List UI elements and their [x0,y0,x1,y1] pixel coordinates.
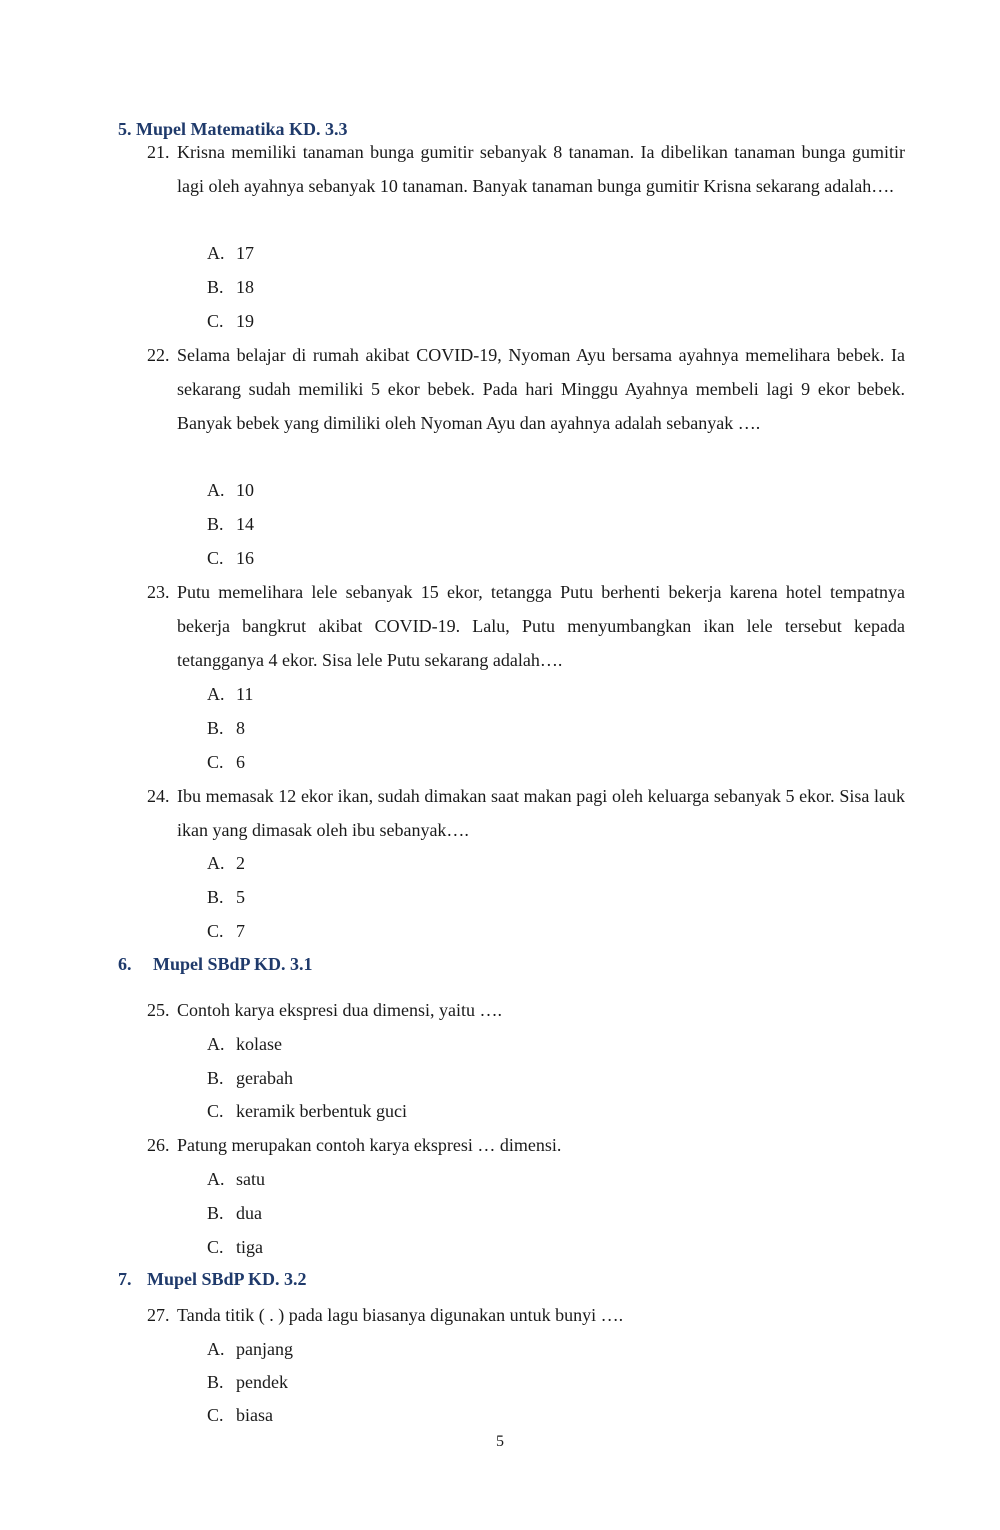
option-letter: C. [207,1405,224,1425]
question-text: Putu memelihara lele sebanyak 15 ekor, tetangga Putu berhenti bekerja karena hotel tempatnya bekerja bangkrut akibat COVID-19. Lalu, Putu menyumbangkan ikan lele tersebut kepada tetangganya 4 ekor. Sisa lele Putu sekarang adalah…. [177,582,905,670]
page-number: 5 [496,1433,504,1450]
option-letter: A. [207,684,225,704]
option-text: pendek [236,1372,288,1392]
option-letter: B. [207,718,224,738]
question-number: 26. [147,1135,170,1155]
question-24 [147,779,905,847]
option-letter: C. [207,752,224,772]
question-25 [147,993,905,1027]
option-text: 7 [236,921,245,941]
option-text: 2 [236,853,245,873]
option-text: 14 [236,514,254,534]
option-23-a[interactable] [207,677,253,711]
option-26-c[interactable] [207,1230,263,1264]
question-text: Tanda titik ( . ) pada lagu biasanya digunakan untuk bunyi …. [177,1305,624,1325]
option-21-b[interactable] [207,270,254,304]
option-23-c[interactable] [207,745,245,779]
question-text: Selama belajar di rumah akibat COVID-19, Nyoman Ayu bersama ayahnya memelihara bebek. Ia sekarang sudah memiliki 5 ekor bebek. Pada hari Minggu Ayahnya membeli lagi 9 ekor bebek. Banyak bebek yang dimiliki oleh Nyoman Ayu dan ayahnya adalah sebanyak …. [177,345,905,433]
option-text: biasa [236,1405,273,1425]
section-label: 5. Mupel Matematika KD. 3.3 [118,119,348,139]
option-text: tiga [236,1237,263,1257]
option-text: 8 [236,718,245,738]
question-text: Ibu memasak 12 ekor ikan, sudah dimakan saat makan pagi oleh keluarga sebanyak 5 ekor. Sisa lauk ikan yang dimasak oleh ibu sebanyak…. [177,786,905,840]
option-letter: C. [207,311,224,331]
option-letter: A. [207,853,225,873]
option-25-a[interactable] [207,1027,282,1061]
option-text: 6 [236,752,245,772]
question-21 [147,135,905,203]
option-text: satu [236,1169,265,1189]
option-26-b[interactable] [207,1196,262,1230]
question-23 [147,575,905,677]
section-number: 7. [118,1269,132,1289]
question-number: 27. [147,1305,170,1325]
question-27 [147,1298,905,1332]
option-letter: A. [207,1339,225,1359]
option-text: panjang [236,1339,293,1359]
option-letter: A. [207,480,225,500]
option-25-b[interactable] [207,1061,293,1095]
option-22-c[interactable] [207,541,254,575]
option-27-a[interactable] [207,1332,293,1366]
option-letter: A. [207,1034,225,1054]
option-27-c[interactable] [207,1398,273,1432]
option-letter: B. [207,1203,224,1223]
option-letter: B. [207,1068,224,1088]
option-23-b[interactable] [207,711,245,745]
option-letter: C. [207,1101,224,1121]
option-letter: B. [207,514,224,534]
question-number: 22. [147,345,170,365]
option-27-b[interactable] [207,1365,288,1399]
section-heading-sbdp-3-2 [118,1269,307,1290]
option-text: dua [236,1203,262,1223]
option-letter: A. [207,243,225,263]
question-text: Patung merupakan contoh karya ekspresi … dimensi. [177,1135,562,1155]
option-text: 19 [236,311,254,331]
option-text: 5 [236,887,245,907]
option-letter: B. [207,277,224,297]
option-24-a[interactable] [207,846,245,880]
question-26 [147,1128,905,1162]
question-22 [147,338,905,440]
option-text: kolase [236,1034,282,1054]
question-number: 24. [147,786,170,806]
option-22-b[interactable] [207,507,254,541]
question-number: 23. [147,582,170,602]
option-letter: C. [207,1237,224,1257]
option-letter: B. [207,887,224,907]
section-label: Mupel SBdP KD. 3.2 [147,1269,307,1289]
option-24-b[interactable] [207,880,245,914]
option-text: gerabah [236,1068,293,1088]
question-text: Krisna memiliki tanaman bunga gumitir sebanyak 8 tanaman. Ia dibelikan tanaman bunga gumitir lagi oleh ayahnya sebanyak 10 tanaman. Banyak tanaman bunga gumitir Krisna sekarang adalah…. [177,142,905,196]
option-text: 16 [236,548,254,568]
option-text: 11 [236,684,254,704]
option-21-a[interactable] [207,236,254,270]
section-label: Mupel SBdP KD. 3.1 [153,954,313,974]
option-21-c[interactable] [207,304,254,338]
option-text: 18 [236,277,254,297]
option-text: keramik berbentuk guci [236,1101,407,1121]
question-text: Contoh karya ekspresi dua dimensi, yaitu …. [177,1000,502,1020]
option-letter: B. [207,1372,224,1392]
question-number: 21. [147,142,170,162]
option-25-c[interactable] [207,1094,407,1128]
section-heading-sbdp-3-1 [118,954,313,975]
option-text: 10 [236,480,254,500]
option-26-a[interactable] [207,1162,265,1196]
question-number: 25. [147,1000,170,1020]
option-text: 17 [236,243,254,263]
option-letter: A. [207,1169,225,1189]
option-letter: C. [207,921,224,941]
section-number: 6. [118,954,132,974]
option-24-c[interactable] [207,914,245,948]
option-22-a[interactable] [207,473,254,507]
option-letter: C. [207,548,224,568]
